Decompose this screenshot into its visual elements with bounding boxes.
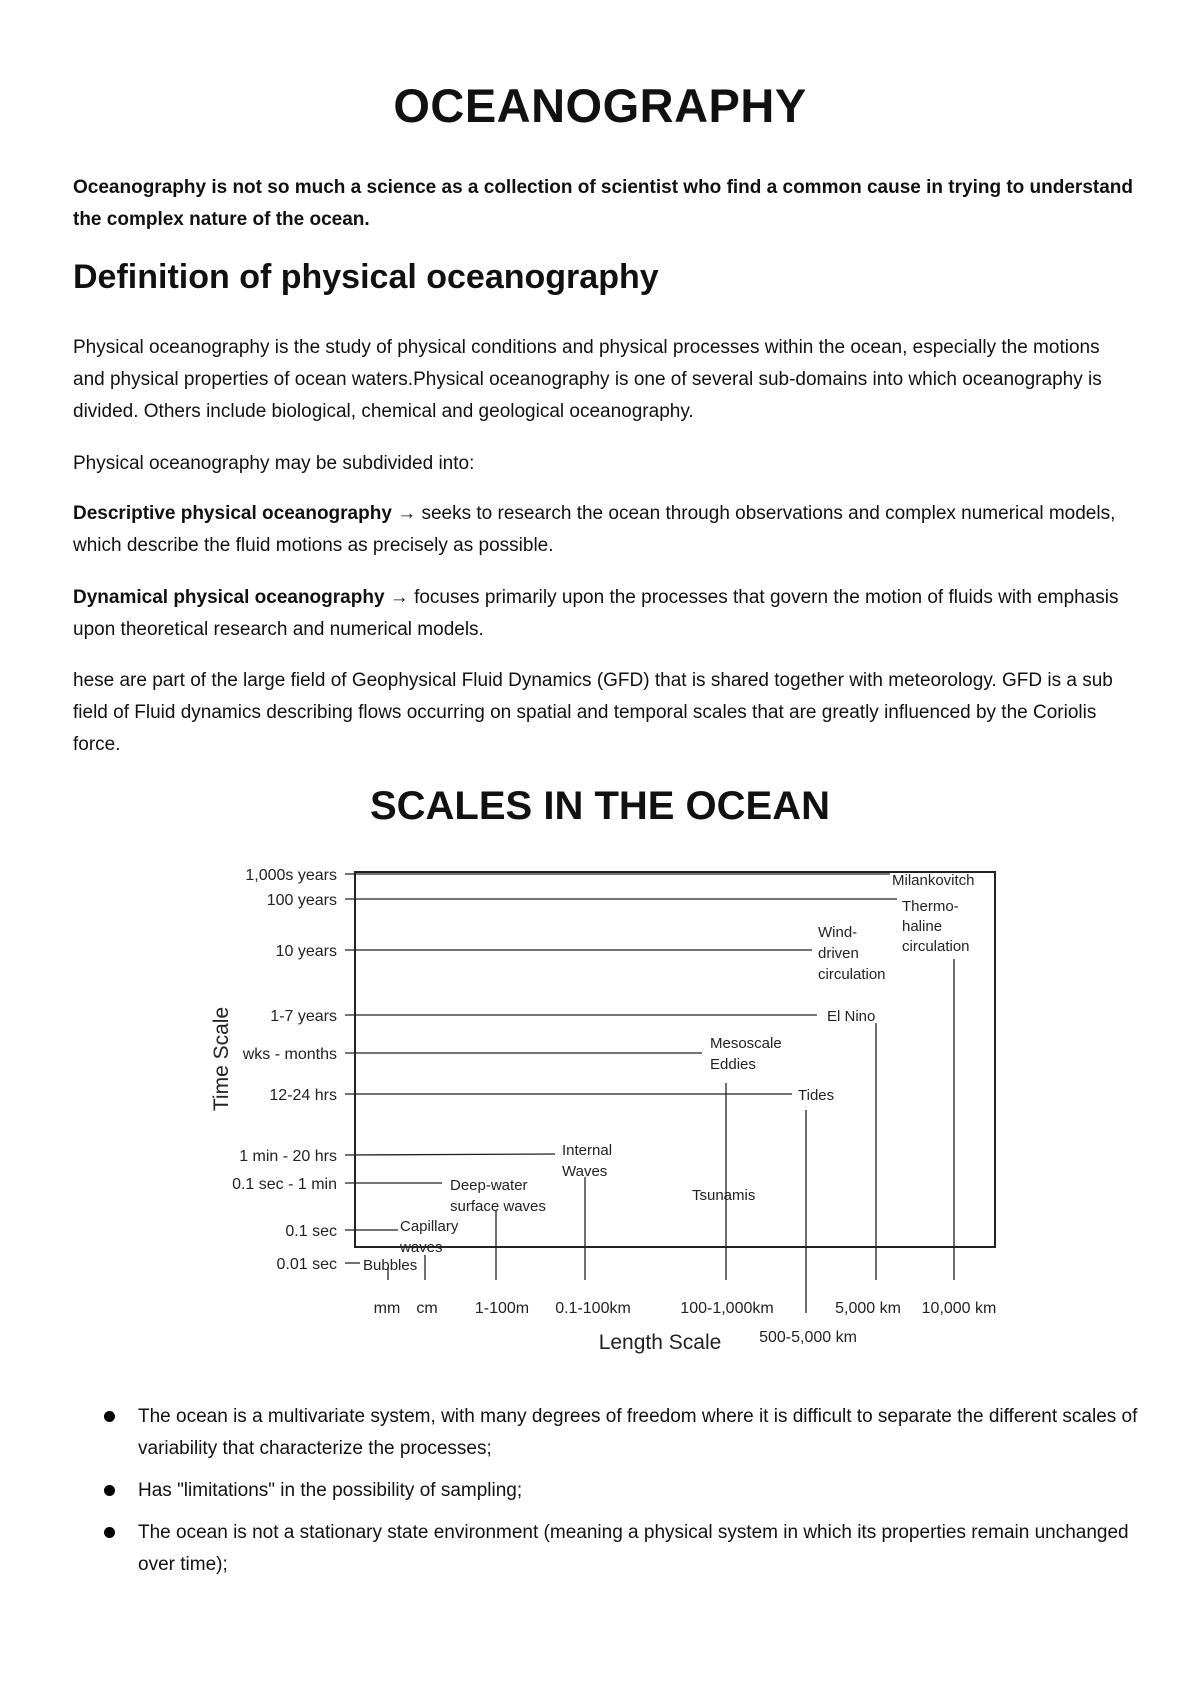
x-axis-label: Length Scale: [598, 1331, 722, 1354]
descriptive-term: Descriptive physical oceanography: [73, 503, 392, 524]
phenomenon-label-wind-driven-circulation: Wind-driven circulation: [818, 924, 886, 983]
x-tick-label: 10,000 km: [921, 1300, 997, 1317]
y-tick-label: 12-24 hrs: [269, 1087, 337, 1104]
x-tick-label: 0.1-100km: [555, 1300, 631, 1317]
gfd-paragraph: hese are part of the large field of Geophysical Fluid Dynamics (GFD) that is shared together with meteorology. GFD is a sub field of Fluid dynamics describing flows occurring on spatial and temporal scales that are greatly influenced by the Coriolis force.: [73, 670, 1113, 755]
scales-diagram-svg: [200, 855, 1000, 1365]
y-tick-label: 100 years: [266, 892, 337, 909]
bullet-icon: [104, 1527, 115, 1538]
x-tick-label: 100-1,000km: [680, 1300, 774, 1317]
definition-paragraph: Physical oceanography is the study of physical conditions and physical processes within the ocean, especially the motions and physical properties of ocean waters.Physical oceanography is one of several sub-domains into which oceanography is divided. Others include biological, chemical and geological oceanography.: [73, 337, 1102, 422]
x-tick-label: mm: [373, 1300, 401, 1317]
list-item: [100, 1401, 1140, 1465]
bullet-text: The ocean is a multivariate system, with many degrees of freedom where it is difficult to separate the different scales of variability that characterize the processes;: [138, 1406, 1138, 1459]
y-axis-label: Time Scale: [210, 1006, 233, 1112]
phenomenon-label-thermohaline-circulation: Thermo-haline circulation: [902, 898, 970, 955]
x-tick-label: cm: [416, 1300, 438, 1317]
phenomenon-label-bubbles: Bubbles: [363, 1257, 418, 1274]
list-item: [100, 1475, 1140, 1507]
intro-paragraph: Oceanography is not so much a science as a collection of scientist who find a common cause in trying to understand the complex nature of the ocean.: [73, 177, 1134, 230]
line-internal-waves-time: [345, 1154, 555, 1155]
scales-heading: SCALES IN THE OCEAN: [369, 784, 831, 828]
y-tick-label: 0.1 sec - 1 min: [232, 1176, 337, 1193]
bullet-icon: [104, 1411, 115, 1422]
descriptive-text: seeks to research the ocean through observations and complex numerical models, which describe the fluid motions as precisely as possible.: [73, 503, 1116, 556]
dynamical-text: focuses primarily upon the processes that govern the motion of fluids with emphasis upon theoretical research and numerical models.: [73, 587, 1119, 640]
document-title: OCEANOGRAPHY: [393, 79, 807, 132]
y-tick-label: 0.1 sec: [285, 1223, 337, 1240]
phenomenon-label-mesoscale-eddies: Mesoscale Eddies: [710, 1035, 782, 1073]
phenomenon-label-tsunamis: Tsunamis: [692, 1187, 756, 1204]
arrow-icon: →: [397, 503, 417, 524]
subdivision-paragraph: Physical oceanography may be subdivided into:: [73, 453, 475, 474]
y-tick-label: 1 min - 20 hrs: [239, 1148, 337, 1165]
dynamical-term: Dynamical physical oceanography: [73, 587, 385, 608]
x-tick-label: 1-100m: [474, 1300, 530, 1317]
y-tick-label: wks - months: [242, 1046, 337, 1063]
bullet-icon: [104, 1485, 115, 1496]
phenomenon-label-capillary-waves: Capillary waves: [400, 1218, 459, 1256]
phenomenon-label-tides: Tides: [798, 1087, 835, 1104]
phenomenon-label-el-nino: El Nino: [827, 1008, 876, 1025]
section-heading: Definition of physical oceanography: [73, 258, 659, 296]
descriptive-paragraph: [73, 498, 1135, 562]
phenomenon-label-internal-waves: Internal Waves: [562, 1142, 613, 1180]
dynamical-paragraph: [73, 582, 1135, 646]
x-tick-label: 500-5,000 km: [759, 1329, 857, 1346]
y-tick-label: 10 years: [275, 943, 337, 960]
bullet-text: The ocean is not a stationary state environment (meaning a physical system in which its properties remain unchanged over time);: [138, 1522, 1129, 1575]
x-tick-label: 5,000 km: [835, 1300, 901, 1317]
bullet-text: Has "limitations" in the possibility of sampling;: [138, 1480, 523, 1501]
list-item: [100, 1517, 1140, 1581]
arrow-icon: →: [389, 587, 409, 608]
y-tick-label: 1-7 years: [270, 1008, 337, 1025]
y-tick-label: 1,000s years: [245, 867, 337, 884]
phenomenon-label-milankovitch: Milankovitch: [892, 872, 975, 889]
scales-diagram: [200, 855, 1000, 1365]
phenomenon-label-deep-water-surface-waves: Deep-water surface waves: [450, 1177, 546, 1215]
y-tick-label: 0.01 sec: [276, 1256, 337, 1273]
bullet-list: [100, 1401, 1140, 1591]
